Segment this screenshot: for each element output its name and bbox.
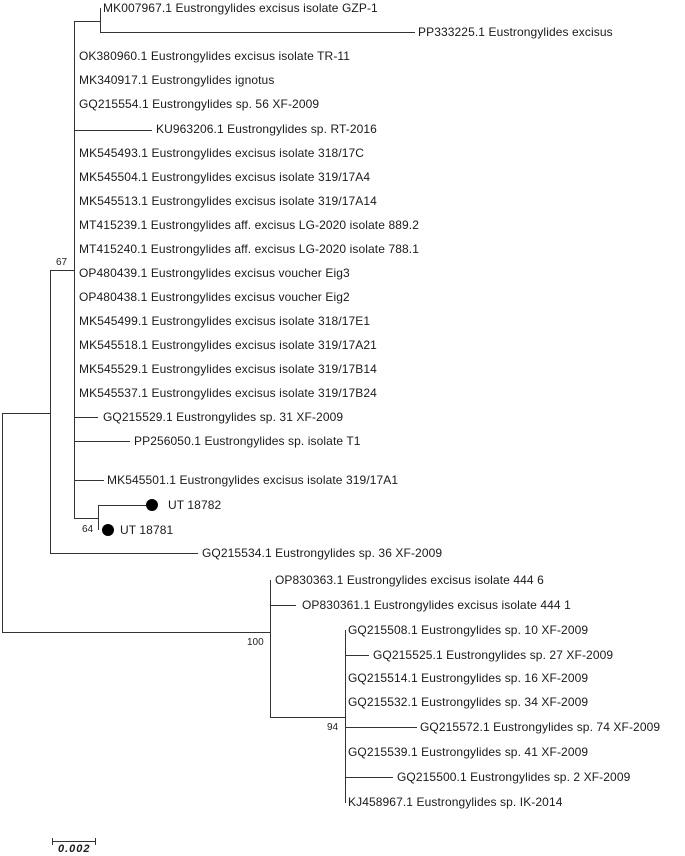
taxon-label: OP480439.1 Eustrongylides excisus voucher Eig3: [79, 266, 350, 280]
taxon-label: MK340917.1 Eustrongylides ignotus: [79, 73, 275, 87]
branch-horizontal: [2, 413, 50, 414]
taxon-label: MK545518.1 Eustrongylides excisus isolate 319/17A21: [79, 338, 377, 352]
taxon-label: MK545504.1 Eustrongylides excisus isolate 319/17A4: [79, 170, 371, 184]
branch-horizontal: [345, 655, 369, 656]
scale-bar-line: [52, 841, 95, 842]
branch-vertical: [74, 21, 75, 519]
taxon-label: GQ215554.1 Eustrongylides sp. 56 XF-2009: [79, 97, 320, 111]
taxon-label: GQ215539.1 Eustrongylides sp. 41 XF-2009: [348, 745, 589, 759]
filled-circle-icon: [102, 524, 114, 536]
branch-horizontal: [2, 632, 270, 633]
branch-horizontal: [74, 21, 100, 22]
scale-bar-tick-right: [95, 838, 96, 845]
taxon-label: GQ215525.1 Eustrongylides sp. 27 XF-2009: [373, 648, 614, 662]
taxon-label: MT415240.1 Eustrongylides aff. excisus LG-2020 isolate 788.1: [79, 242, 419, 256]
scale-bar-label: 0.002: [58, 843, 91, 855]
taxon-label: KJ458967.1 Eustrongylides sp. IK-2014: [348, 795, 563, 809]
taxon-label: OP830363.1 Eustrongylides excisus isolate 444 6: [275, 573, 544, 587]
branch-horizontal: [74, 480, 104, 481]
taxon-label: GQ215532.1 Eustrongylides sp. 34 XF-2009: [348, 695, 589, 709]
taxon-label: UT 18782: [168, 498, 222, 512]
taxon-label: MK545499.1 Eustrongylides excisus isolate 318/17E1: [79, 314, 371, 328]
branch-horizontal: [270, 605, 296, 606]
filled-circle-icon: [146, 499, 158, 511]
branch-horizontal: [345, 727, 417, 728]
branch-horizontal: [74, 441, 130, 442]
taxon-label: GQ215500.1 Eustrongylides sp. 2 XF-2009: [397, 770, 631, 784]
taxon-label: GQ215508.1 Eustrongylides sp. 10 XF-2009: [348, 623, 589, 637]
branch-horizontal: [345, 777, 393, 778]
taxon-label: GQ215572.1 Eustrongylides sp. 74 XF-2009: [420, 720, 661, 734]
taxon-label: UT 18781: [120, 523, 174, 537]
taxon-label: GQ215529.1 Eustrongylides sp. 31 XF-2009: [103, 410, 344, 424]
taxon-label: MK545537.1 Eustrongylides excisus isolate 319/17B24: [79, 386, 377, 400]
taxon-label: MK545529.1 Eustrongylides excisus isolate 319/17B14: [79, 362, 377, 376]
branch-vertical: [98, 505, 99, 530]
branch-horizontal: [98, 505, 148, 506]
branch-horizontal: [100, 32, 415, 33]
taxon-label: MK545513.1 Eustrongylides excisus isolate 319/17A14: [79, 194, 377, 208]
taxon-label: MT415239.1 Eustrongylides aff. excisus LG-2020 isolate 889.2: [79, 218, 419, 232]
taxon-label: PP333225.1 Eustrongylides excisus: [418, 25, 613, 39]
taxon-label: OK380960.1 Eustrongylides excisus isolate TR-11: [79, 49, 351, 63]
taxon-label: MK007967.1 Eustrongylides excisus isolate GZP-1: [103, 1, 378, 15]
branch-vertical: [270, 580, 271, 718]
taxon-label: MK545501.1 Eustrongylides excisus isolate 319/17A1: [107, 473, 399, 487]
branch-horizontal: [74, 417, 98, 418]
taxon-label: KU963206.1 Eustrongylides sp. RT-2016: [156, 122, 377, 136]
taxon-label: MK545493.1 Eustrongylides excisus isolate 318/17C: [79, 146, 365, 160]
taxon-label: OP830361.1 Eustrongylides excisus isolate 444 1: [302, 598, 571, 612]
taxon-label: OP480438.1 Eustrongylides excisus voucher Eig2: [79, 290, 350, 304]
branch-horizontal: [74, 518, 98, 519]
taxon-label: GQ215514.1 Eustrongylides sp. 16 XF-2009: [348, 671, 589, 685]
taxon-label: GQ215534.1 Eustrongylides sp. 36 XF-2009: [202, 546, 443, 560]
branch-vertical: [100, 8, 101, 33]
bootstrap-value: 64: [82, 524, 94, 535]
branch-vertical: [50, 270, 51, 553]
branch-horizontal: [74, 130, 152, 131]
bootstrap-value: 67: [56, 257, 68, 268]
scale-bar-tick-left: [52, 838, 53, 845]
branch-vertical: [2, 413, 3, 633]
branch-horizontal: [50, 270, 74, 271]
taxon-label: PP256050.1 Eustrongylides sp. isolate T1: [134, 434, 361, 448]
bootstrap-value: 94: [327, 722, 339, 733]
branch-horizontal: [50, 553, 198, 554]
branch-horizontal: [270, 717, 345, 718]
bootstrap-value: 100: [247, 637, 264, 648]
